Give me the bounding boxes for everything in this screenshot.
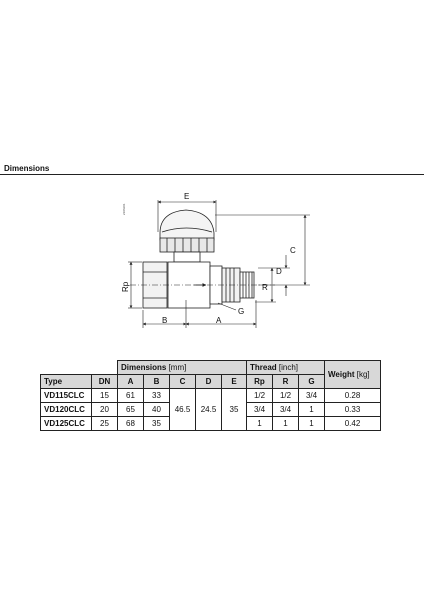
cell-weight: 0.42 (325, 417, 381, 431)
col-header-e: E (222, 375, 247, 389)
cell-g: 3/4 (299, 389, 325, 403)
col-header-g: G (299, 375, 325, 389)
col-header-rp: Rp (247, 375, 273, 389)
col-header-b: B (144, 375, 170, 389)
drawing-id: 2106z01 (122, 203, 126, 215)
section-title: Dimensions (4, 164, 50, 173)
label-g: G (238, 307, 245, 316)
cell-dn: 15 (92, 389, 118, 403)
cell-b: 33 (144, 389, 170, 403)
dimensions-group-header: Dimensions [mm] (118, 361, 247, 375)
dimensions-table (40, 360, 381, 431)
cell-b: 35 (144, 417, 170, 431)
cell-g: 1 (299, 403, 325, 417)
weight-group-header: Weight [kg] (325, 361, 381, 389)
cell-b: 40 (144, 403, 170, 417)
label-e: E (184, 192, 190, 201)
cell-e-shared: 35 (222, 389, 247, 431)
group-header-row (41, 361, 381, 375)
cell-type: VD125CLC (41, 417, 92, 431)
thread-group-header: Thread [inch] (247, 361, 325, 375)
col-header-type: Type (41, 375, 92, 389)
label-r: R (262, 283, 268, 292)
cell-g: 1 (299, 417, 325, 431)
cell-rp: 1/2 (247, 389, 273, 403)
cell-a: 61 (118, 389, 144, 403)
cell-r: 1/2 (273, 389, 299, 403)
col-header-r: R (273, 375, 299, 389)
cell-d-shared: 24.5 (196, 389, 222, 431)
cell-a: 68 (118, 417, 144, 431)
cell-c-shared: 46.5 (170, 389, 196, 431)
label-c: C (290, 246, 296, 255)
cell-a: 65 (118, 403, 144, 417)
col-header-d: D (196, 375, 222, 389)
table-row (41, 389, 381, 403)
cell-weight: 0.28 (325, 389, 381, 403)
col-header-dn: DN (92, 375, 118, 389)
cell-rp: 1 (247, 417, 273, 431)
cell-r: 1 (273, 417, 299, 431)
cell-r: 3/4 (273, 403, 299, 417)
col-header-c: C (170, 375, 196, 389)
label-d: D (276, 267, 282, 276)
label-rp: Rp (121, 281, 130, 292)
cell-type: VD120CLC (41, 403, 92, 417)
label-a: A (216, 316, 222, 325)
cell-rp: 3/4 (247, 403, 273, 417)
cell-dn: 25 (92, 417, 118, 431)
cell-dn: 20 (92, 403, 118, 417)
col-header-a: A (118, 375, 144, 389)
valve-cap (160, 210, 214, 252)
label-b: B (162, 316, 168, 325)
valve-body (143, 252, 254, 308)
cell-type: VD115CLC (41, 389, 92, 403)
cell-weight: 0.33 (325, 403, 381, 417)
